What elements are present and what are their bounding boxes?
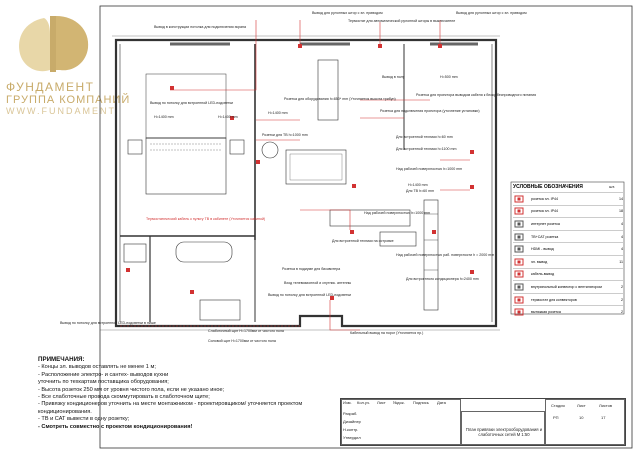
note-line: - ТВ и САТ вывести в одну розетку;: [38, 416, 130, 423]
dimension-label: H=500 mm: [440, 75, 458, 79]
legend: [513, 184, 623, 318]
plan-label: Розетка для подключения проектора (уточнение установки): [380, 109, 480, 113]
legend-count: 14: [619, 196, 623, 201]
plan-label: Для встроенного кондиционера h=2400 mm: [406, 277, 479, 281]
sheets-label: Листов: [599, 403, 612, 408]
legend-label: внутрипольный конвектор с вентилятором: [531, 284, 602, 289]
plan-label: Вывод в конструкции потолка для подключения экрана: [154, 25, 246, 29]
notes: [38, 356, 338, 431]
stage-label: Стадия: [551, 403, 565, 408]
plan-label: Вывод для рулонных штор с эл. приводом: [456, 11, 527, 15]
hdmi-icon: [513, 245, 525, 253]
plan-label: Над рабочей поверхностью h=1000 mm: [396, 167, 463, 171]
plan-label: Слаботочный щит Н=1700мм от чистого пола: [208, 329, 284, 333]
plan-label: Силовой щит Н=1700мм от чистого пола: [208, 339, 276, 343]
stamp-row: Дизайнер: [343, 419, 361, 424]
plan-label: Розетка для проектора выводом кабеля к блоку беспроводного питания: [416, 93, 537, 97]
plan-label: Вывод по потолку для встроенной LED-подсветки: [268, 293, 352, 297]
plan-label: Вывод по потолку для встроенной LED-подсветки: [150, 101, 234, 105]
legend-row: [513, 293, 623, 306]
legend-count: 4: [621, 234, 623, 239]
note-line: - Высота розеток 250 мм от уровня чистого пола, если не указано иное;: [38, 386, 225, 393]
plan-label: Над рабочей поверхностью раб. поверхности h = 2000 mm: [396, 253, 495, 257]
note-line: уточнить по техкартам поставщика оборудования;: [38, 379, 169, 386]
plan-label: Вывод по потолку для встроенной LED-подсветки в нише: [60, 321, 156, 325]
legend-label: интернет розетка: [531, 221, 560, 226]
note-line-emphasis: - Смотреть совместно с проектом кондиционирования!: [38, 423, 193, 430]
note-line: - Привязку кондиционеров уточнить на месте монтажником - проектировщиком/ уточняется проектом кондиционирования.: [38, 401, 303, 415]
dimension-label: H=1400 mm: [408, 183, 428, 187]
stamp-row: Разраб.: [343, 411, 358, 416]
convector-icon: [513, 283, 525, 291]
stamp-col: Изм.: [343, 400, 352, 405]
title-block: [340, 398, 626, 446]
legend-row: [513, 268, 623, 281]
plan-label: Кабельный вывод на порог (Уточняется пр.): [350, 331, 424, 335]
legend-count: 4: [621, 247, 623, 252]
dimension-label: H=1400 mm: [218, 115, 238, 119]
legend-label: HDMI - вывод: [531, 247, 554, 252]
tv-socket-icon: [513, 233, 525, 241]
legend-count: 2: [621, 310, 623, 315]
hood-socket-icon: [513, 308, 525, 316]
stamp-col: №док.: [393, 400, 405, 405]
plan-label: Вход телевизионной и спутник. антенны: [284, 281, 352, 285]
stamp-col: Кол.уч.: [357, 400, 371, 405]
sheet-label: Лист: [577, 403, 586, 408]
legend-count: 4: [621, 221, 623, 226]
legend-label: розетка эл. IP44: [531, 209, 558, 214]
legend-label: термостат для конвекторов: [531, 297, 577, 302]
legend-label: розетка эл. IP44: [531, 196, 558, 201]
legend-row: [513, 242, 623, 255]
legend-row: [513, 230, 623, 243]
legend-count-header: шт.: [609, 184, 615, 189]
internet-socket-icon: [513, 220, 525, 228]
thermostat-icon: [513, 296, 525, 304]
plan-label: Для встроенной техники h=1100 mm: [396, 147, 457, 151]
legend-count: 18: [619, 209, 623, 214]
legend-title: УСЛОВНЫЕ ОБОЗНАЧЕНИЯ: [513, 184, 583, 190]
stamp-col: Лист: [377, 400, 386, 405]
socket-ip-icon: [513, 195, 525, 203]
stamp-col: Дата: [437, 400, 446, 405]
plan-label: Розетки для ТВ h=1000 mm: [262, 133, 308, 137]
legend-row: [513, 217, 623, 230]
plan-label: Для ТВ h=60 mm: [406, 189, 435, 193]
legend-row: [513, 192, 623, 205]
socket-icon: [513, 207, 525, 215]
legend-label: кабель-вывод: [531, 272, 555, 277]
legend-label: вытяжкая розетка: [531, 310, 561, 315]
legend-row: [513, 205, 623, 218]
brand-name: ФУНДАМЕНТ: [6, 80, 95, 94]
legend-count: 11: [619, 259, 623, 264]
plan-label: Вывод для рулонных штор с эл. приводом: [312, 11, 383, 15]
dimension-label: H=1400 mm: [268, 111, 288, 115]
legend-count: 2: [621, 297, 623, 302]
legend-row: [513, 255, 623, 268]
note-line: - Концы эл. выводов оставлять не менее 1 м;: [38, 364, 156, 371]
legend-row: [513, 305, 623, 318]
legend-label: ТВ+САТ розетка: [531, 234, 559, 239]
note-line: - Расположение электро- и сантех- выводов кухни: [38, 371, 169, 378]
plan-label: Над рабочей поверхностью h=1000 mm: [364, 211, 431, 215]
legend-label: эл. вывод: [531, 259, 548, 264]
legend-row: [513, 280, 623, 293]
plan-label: Розетка в подиуме для бисквитера: [282, 267, 341, 271]
plan-label: Розетка для оборудования h=850* mm (Уточняется высота трибун): [284, 97, 396, 101]
plan-label: Для встроенной техники h=60 mm: [396, 135, 453, 139]
sheet-title: План привязки электрооборудования и слаботочных сетей М 1:50: [465, 427, 543, 437]
dimension-label: H=1400 mm: [154, 115, 174, 119]
brand-site: WWW.FUNDAMENT: [6, 106, 116, 116]
stage-value: РП: [553, 415, 559, 420]
legend-count: 2: [621, 284, 623, 289]
brand-subtitle: ГРУППА КОМПАНИЙ: [6, 94, 131, 106]
plan-label: Термостатический кабель к пульту ТВ в кабинете (Уточняется кабиной): [146, 217, 266, 221]
output-icon: [513, 258, 525, 266]
sheets-value: 17: [601, 415, 606, 420]
note-line: - Все слаботочные провода скоммутировать в слаботочном щите;: [38, 394, 210, 401]
plan-label: Вывод в полу: [382, 75, 405, 79]
notes-title: ПРИМЕЧАНИЯ:: [38, 356, 85, 363]
cable-icon: [513, 270, 525, 278]
plan-label: Для встроенной техники на островке: [332, 239, 394, 243]
sheet-value: 10: [579, 415, 584, 420]
stamp-row: Н.контр.: [343, 427, 359, 432]
stamp-row: Утвердил: [343, 435, 361, 440]
stamp-col: Подпись: [413, 400, 429, 405]
plan-label: Термостат для автоматической рулонной шторы в выключателе: [348, 19, 456, 23]
